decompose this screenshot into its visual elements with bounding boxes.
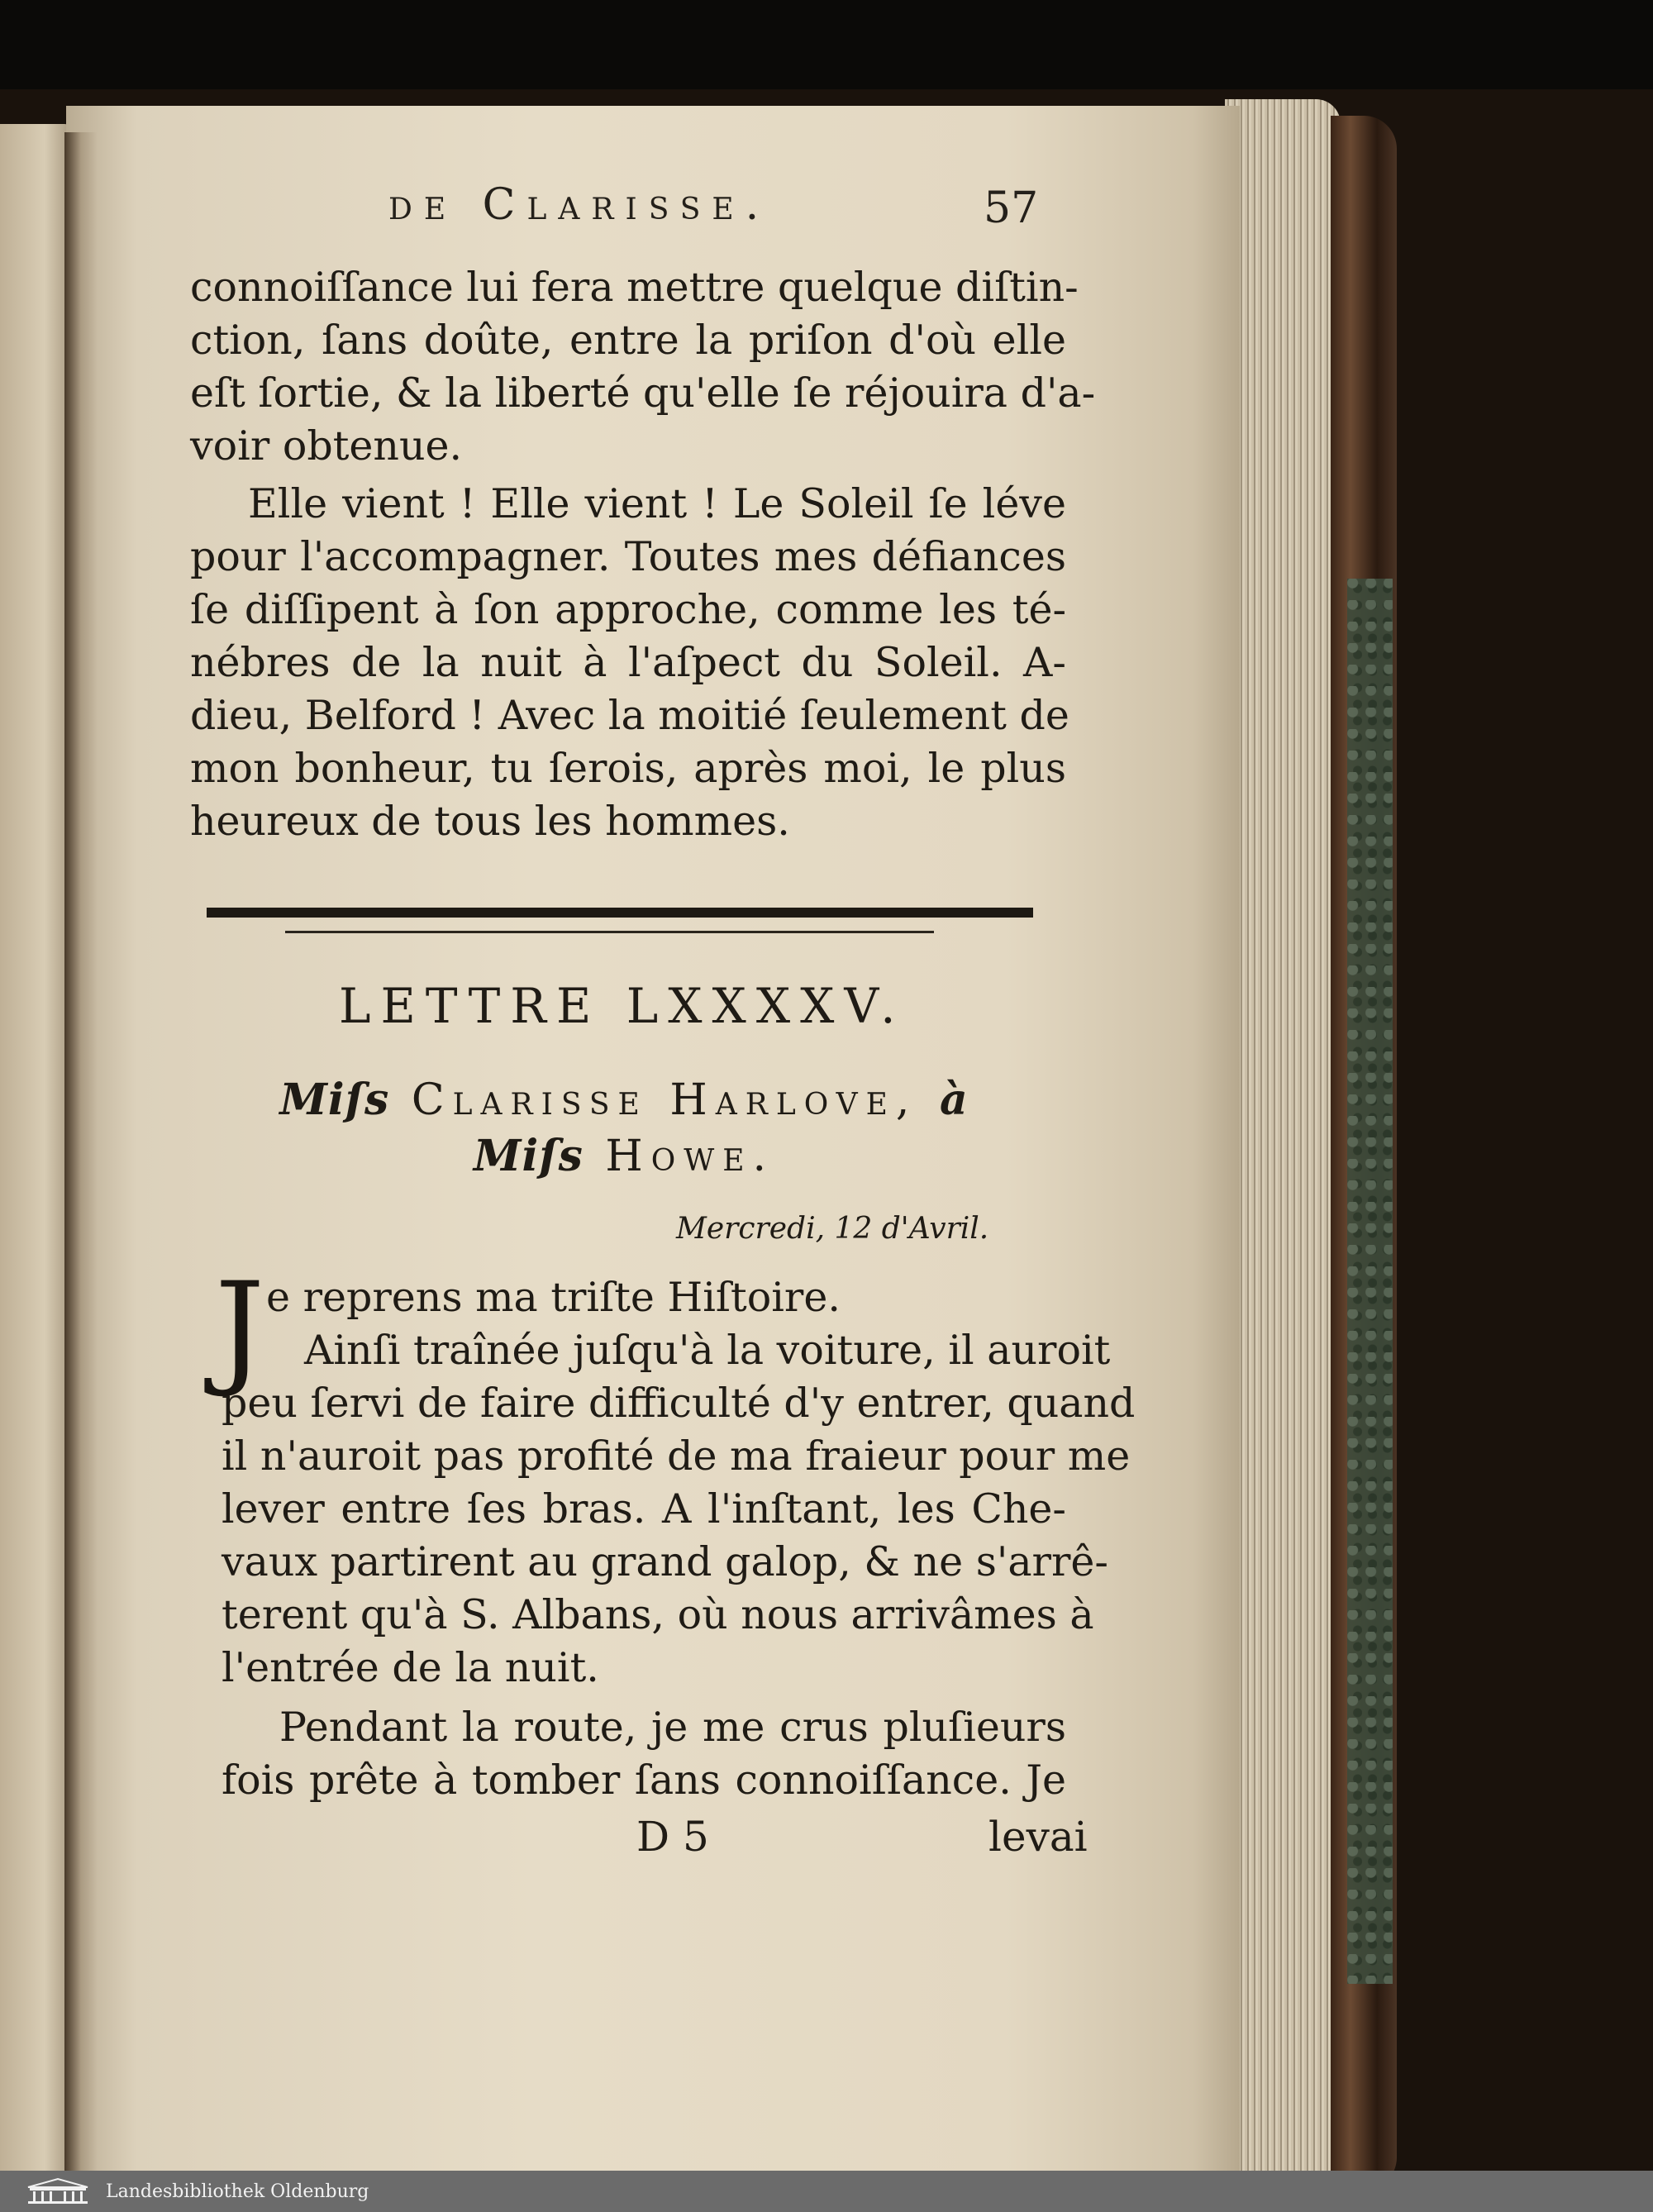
page-gutter xyxy=(64,132,98,2207)
text-line: Pendant la route, je me crus pluſieurs xyxy=(279,1704,1066,1751)
addressee-line-1 xyxy=(240,1075,1008,1125)
to-label: à xyxy=(939,1075,969,1125)
paragraph-2 xyxy=(190,478,1069,848)
text-line: ſe diſſipent à ſon approche, comme les té- xyxy=(190,586,1066,633)
text-line: Ainſi traînée juſqu'à la voiture, il auroit xyxy=(304,1327,1111,1374)
library-name: Landesbibliothek Oldenburg xyxy=(106,2181,369,2202)
letter-date: Mercredi, 12 d'Avril. xyxy=(676,1212,989,1246)
miss-label: Miſs xyxy=(473,1131,584,1181)
catchword: levai xyxy=(988,1813,1088,1861)
text-line: ction, ſans doûte, entre la priſon d'où elle xyxy=(190,317,1066,364)
paragraph-1 xyxy=(190,261,1096,473)
miss-label: Miſs xyxy=(279,1075,390,1125)
section-rule-thin xyxy=(285,931,934,933)
letter-paragraph-2 xyxy=(222,1701,1066,1807)
text-line: eſt ſortie, & la liberté qu'elle ſe réjouira d'a- xyxy=(190,369,1096,417)
text-line: vaux partirent au grand galop, & ne s'arrê- xyxy=(222,1538,1108,1585)
letter-first-line xyxy=(266,1271,1066,1324)
text-line: lever entre ſes bras. A l'inſtant, les Che- xyxy=(222,1485,1066,1533)
text-line: peu ſervi de faire difficulté d'y entrer, quand xyxy=(222,1380,1136,1427)
library-footer-bar xyxy=(0,2171,1653,2212)
recipient-name: Howe. xyxy=(605,1132,775,1181)
running-head: de Clarisse. xyxy=(388,180,771,230)
page-block-edges xyxy=(1225,99,1341,2191)
text-line: dieu, Belford ! Avec la moitié ſeulement de xyxy=(190,692,1069,739)
sender-name: Clarisse Harlove, xyxy=(411,1075,918,1125)
letter-title: LETTRE LXXXXV. xyxy=(339,978,906,1034)
text-line: connoiſſance lui fera mettre quelque diſtin- xyxy=(190,264,1079,311)
text-line: fois prête à tomber ſans connoiſſance. Je xyxy=(222,1757,1066,1804)
page-number: 57 xyxy=(984,184,1039,233)
text-line: heureux de tous les hommes. xyxy=(190,798,790,845)
library-building-icon xyxy=(25,2177,91,2205)
text-line: il n'auroit pas profité de ma fraieur pour me xyxy=(222,1433,1131,1480)
drop-cap: J xyxy=(215,1256,265,1400)
letter-paragraph-1 xyxy=(222,1324,1136,1695)
text-line: voir obtenue. xyxy=(190,422,463,470)
signature-mark: D 5 xyxy=(636,1813,709,1861)
text-line: mon bonheur, tu ſerois, après moi, le plus xyxy=(190,745,1066,792)
text-line: Elle vient ! Elle vient ! Le Soleil ſe léve xyxy=(248,480,1066,527)
text-line: e reprens ma triſte Hiſtoire. xyxy=(266,1274,841,1321)
marbled-cover xyxy=(1347,579,1393,1984)
left-page-edge xyxy=(0,124,74,2207)
text-line: terent qu'à S. Albans, où nous arrivâmes à xyxy=(222,1591,1094,1638)
addressee-line-2 xyxy=(240,1131,1008,1181)
text-line: l'entrée de la nuit. xyxy=(222,1644,599,1691)
text-line: pour l'accompagner. Toutes mes défiances xyxy=(190,533,1066,580)
text-line: nébres de la nuit à l'aſpect du Soleil. A- xyxy=(190,639,1066,686)
section-rule-thick xyxy=(207,908,1033,918)
